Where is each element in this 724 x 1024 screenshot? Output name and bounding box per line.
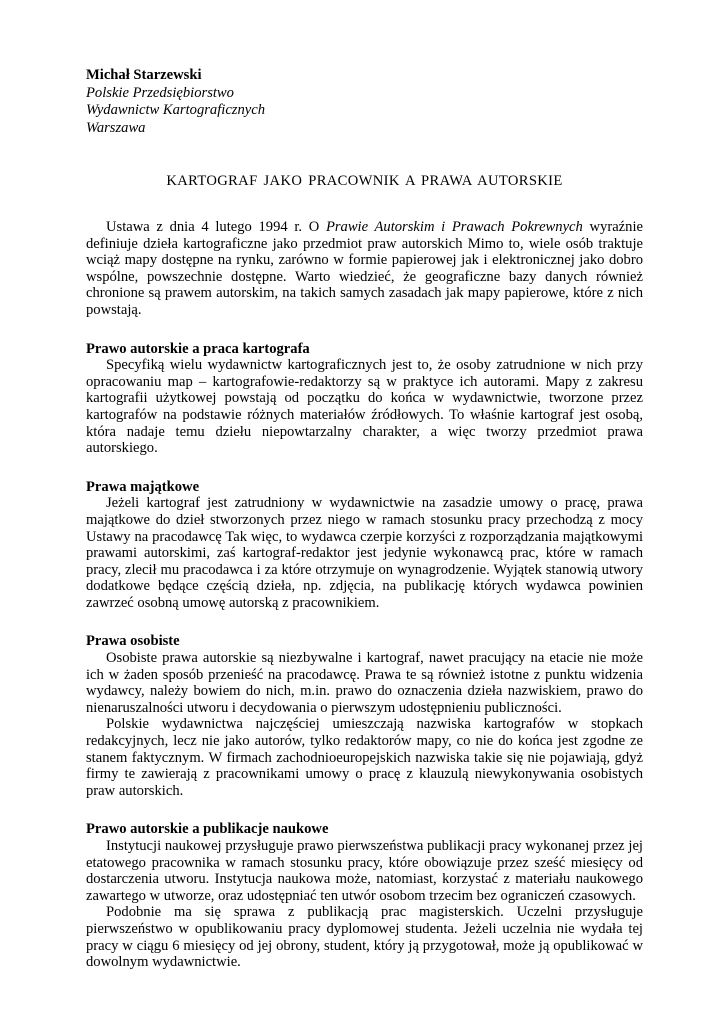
affiliation-line-2: Wydawnictw Kartograficznych bbox=[86, 102, 266, 118]
section-paragraph: Podobnie ma się sprawa z publikacją prac magisterskich. Uczelni przysługuje pierwszeństwo w opublikowaniu pracy dyplomowej studenta. Jeżeli uczelnia nie wydała tej pracy w ciągu 6 miesięcy od jej obrony, student, który ją przygotował, może ją opublikować w dowolnym wydawnictwie. bbox=[86, 904, 643, 971]
section-paragraph: Instytucji naukowej przysługuje prawo pierwszeństwa publikacji pracy wykonanej przez jej etatowego pracownika w ramach stosunku pracy, które obowiązuje przez sześć miesięcy od dostarczenia utworu. Instytucja naukowa może, natomiast, korzystać z materiału naukowego zawartego w utworze, oraz udostępniać ten utwór osobom trzecim bez ograniczeń czasowych. bbox=[86, 838, 643, 904]
section-heading: Prawo autorskie a praca kartografa bbox=[86, 340, 310, 357]
affiliation-city: Warszawa bbox=[86, 119, 146, 136]
section-heading: Prawo autorskie a publikacje naukowe bbox=[86, 821, 329, 838]
section-authorship-and-work bbox=[86, 341, 643, 457]
section-heading: Prawa majątkowe bbox=[86, 478, 200, 495]
author-name: Michał Starzewski bbox=[86, 67, 202, 83]
section-paragraph: Polskie wydawnictwa najczęściej umieszczają nazwiska kartografów w stopkach redakcyjnych, lecz nie jako autorów, tylko redaktorów mapy, co nie do końca jest zgodne ze stanem faktycznym. W firmach zachodnioeuropejskich nazwiska takie się nie pojawiają, gdyż firmy te zawierają z pracownikami umowy o pracę z klauzulą niewykonywania osobistych praw autorskich. bbox=[86, 716, 643, 799]
intro-text-end: wyraźnie definiuje dzieła kartograficzne jako przedmiot praw autorskich Mimo to, wiele osób traktuje wciąż mapy dostępne na rynku, zarówno w formie papierowej jak i elektronicznej jako dobro wspólne, powszechnie dostępne. Warto wiedzieć, że geograficzne bazy danych również chronione są prawem autorskim, na takich samych zasadach jak mapy papierowe, które z nich powstają. bbox=[86, 219, 643, 318]
section-heading: Prawa osobiste bbox=[86, 633, 180, 650]
section-paragraph: Jeżeli kartograf jest zatrudniony w wydawnictwie na zasadzie umowy o pracę, prawa majątkowe do dzieł stworzonych przez niego w ramach stosunku pracy przechodzą z mocy Ustawy na pracodawcę Tak więc, to wydawca czerpie korzyści z rozporządzania majątkowymi prawami autorskimi, zaś kartograf-redaktor jest jedynie wykonawcą prac, które w ramach pracy, zlecił mu pracodawca i za które otrzymuje on wynagrodzenie. Wyjątek stanowią utwory dodatkowe będące częścią dzieła, np. zdjęcia, na publikację których wydawca powinien zawrzeć osobną umowę autorską z pracownikiem. bbox=[86, 495, 643, 611]
section-property-rights bbox=[86, 479, 643, 612]
section-paragraph: Osobiste prawa autorskie są niezbywalne i kartograf, nawet pracujący na etacie nie może ich w żaden sposób przenieść na pracodawcę. Prawa te są również istotne z punktu widzenia wydawcy, należy bowiem do nich, m.in. prawo do oznaczenia dzieła nazwiskiem, prawo do nienaruszalności utworu i decydowania o pierwszym udostępnieniu publiczności. bbox=[86, 650, 643, 716]
affiliation-line-1: Polskie Przedsiębiorstwo bbox=[86, 84, 234, 101]
author-block bbox=[86, 67, 265, 137]
section-scientific-publications bbox=[86, 821, 643, 970]
act-title: Prawie Autorskim i Prawach Pokrewnych bbox=[325, 219, 583, 235]
intro-text-start: Ustawa z dnia 4 lutego 1994 r. O bbox=[106, 219, 326, 235]
document-body bbox=[86, 219, 643, 971]
section-personal-rights bbox=[86, 633, 643, 799]
section-paragraph: Specyfiką wielu wydawnictw kartograficznych jest to, że osoby zatrudnione w nich przy opracowaniu map – kartografowie-redaktorzy są w praktyce ich autorami. Mapy z zakresu kartografii użytkowej powstają od początku do końca w wydawnictwie, tworzone przez kartografów na podstawie różnych materiałów źródłowych. To właśnie kartograf jest osobą, która nadaje temu dziełu niepowtarzalny charakter, a więc tworzy przedmiot prawa autorskiego. bbox=[86, 357, 643, 457]
intro-paragraph bbox=[86, 219, 643, 319]
document-title: KARTOGRAF JAKO PRACOWNIK A PRAWA AUTORSKIE bbox=[166, 173, 563, 189]
